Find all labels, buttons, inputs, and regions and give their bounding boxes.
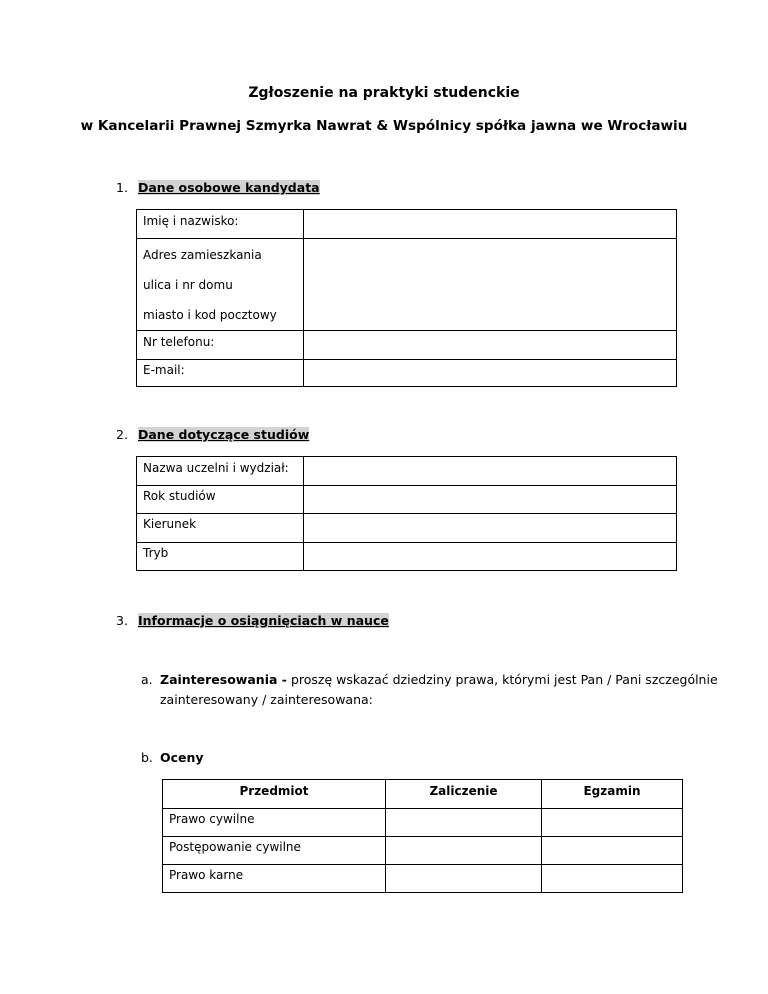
grades-subject-civil-procedure: Postępowanie cywilne: [163, 837, 386, 865]
grades-header-exam: Egzamin: [542, 780, 683, 809]
grades-header-subject: Przedmiot: [163, 780, 386, 809]
label-mode: Tryb: [137, 543, 304, 571]
label-name: Imię i nazwisko:: [137, 210, 304, 239]
grades-label: Oceny: [160, 750, 204, 765]
input-address[interactable]: [304, 239, 677, 331]
grades-subject-civil-law: Prawo cywilne: [163, 809, 386, 837]
study-data-table: [136, 456, 677, 571]
label-email: E-mail:: [137, 360, 304, 387]
input-email[interactable]: [304, 360, 677, 387]
grades-exam-criminal-law[interactable]: [542, 865, 683, 893]
grades-letter: b.: [141, 750, 153, 765]
label-field: Kierunek: [137, 514, 304, 543]
input-mode[interactable]: [304, 543, 677, 571]
section-3-title: Informacje o osiągnięciach w nauce: [138, 613, 389, 628]
interests-text-line1: proszę wskazać dziedziny prawa, którymi jest Pan / Pani szczególnie: [290, 672, 718, 687]
label-address-line2: ulica i nr domu: [143, 278, 233, 292]
section-2-number: 2.: [116, 427, 128, 442]
section-1-number: 1.: [116, 180, 128, 195]
label-address-line1: Adres zamieszkania: [143, 248, 262, 262]
grades-credit-civil-procedure[interactable]: [386, 837, 542, 865]
interests-letter: a.: [141, 672, 153, 687]
grades-credit-criminal-law[interactable]: [386, 865, 542, 893]
interests-text-line2: zainteresowany / zainteresowana:: [160, 692, 373, 707]
label-address-line3: miasto i kod pocztowy: [143, 308, 277, 322]
interests-item: [141, 670, 718, 710]
personal-data-table: [136, 209, 677, 387]
grades-subject-criminal-law: Prawo karne: [163, 865, 386, 893]
label-phone: Nr telefonu:: [137, 331, 304, 360]
grades-exam-civil-procedure[interactable]: [542, 837, 683, 865]
input-phone[interactable]: [304, 331, 677, 360]
grades-header-credit: Zaliczenie: [386, 780, 542, 809]
grades-item: [141, 748, 204, 768]
grades-exam-civil-law[interactable]: [542, 809, 683, 837]
form-subtitle: w Kancelarii Prawnej Szmyrka Nawrat & Wspólnicy spółka jawna we Wrocławiu: [80, 118, 688, 134]
section-2-title: Dane dotyczące studiów: [138, 427, 310, 442]
grades-credit-civil-law[interactable]: [386, 809, 542, 837]
input-university[interactable]: [304, 457, 677, 486]
input-field[interactable]: [304, 514, 677, 543]
section-3-number: 3.: [116, 613, 128, 628]
label-year: Rok studiów: [137, 486, 304, 514]
form-title: Zgłoszenie na praktyki studenckie: [248, 85, 520, 101]
section-3-heading: [116, 613, 389, 628]
input-year[interactable]: [304, 486, 677, 514]
interests-label: Zainteresowania -: [160, 672, 287, 687]
input-name[interactable]: [304, 210, 677, 239]
section-1-heading: [116, 180, 320, 195]
section-2-heading: [116, 427, 309, 442]
label-university: Nazwa uczelni i wydział:: [137, 457, 304, 486]
section-1-title: Dane osobowe kandydata: [138, 180, 320, 195]
grades-table: [162, 779, 683, 893]
label-address: [137, 239, 304, 331]
